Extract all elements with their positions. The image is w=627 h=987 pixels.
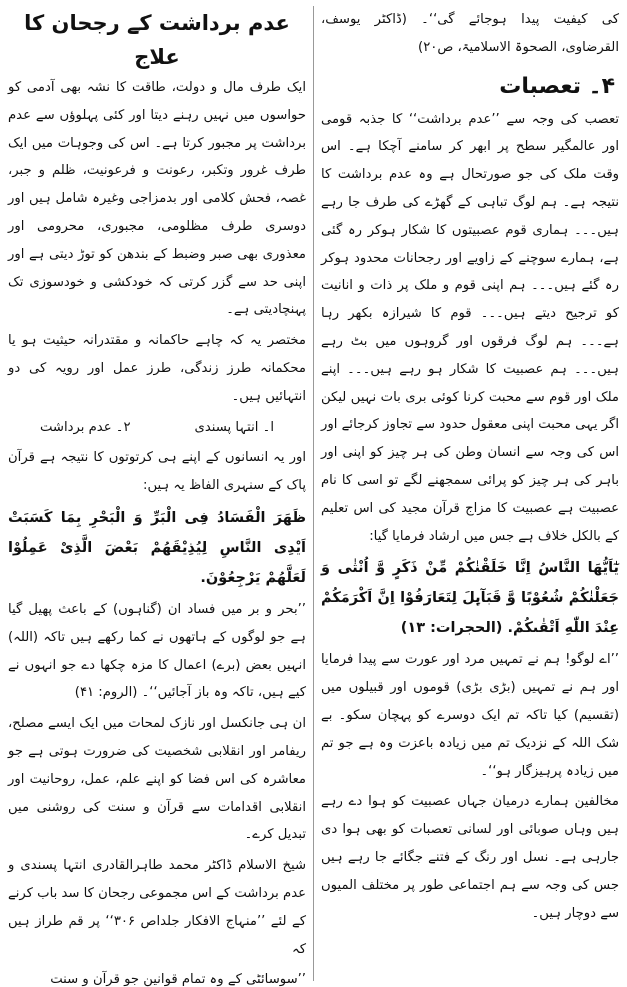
body-paragraph: ان ہی جانکسل اور نازک لمحات میں ایک ایسے مصلح، ریفامر اور انقلابی شخصیت کی ضرورت ہوتی ہے جو معاشرہ کی اس فضا کو اپنے علم، عمل، روحانیت اور انقلابی اقدامات سے قرآن و سنت کی روشنی میں تبدیل کرے۔ xyxy=(8,716,306,843)
verse-translation: ’’بحر و بر میں فساد ان (گناہوں) کے باعث پھیل گیا ہے جو لوگوں کے ہاتھوں نے کما رکھے ہیں تاکہ (اللہ) انہیں بعض (برے) اعمال کا مزہ چکھا دے جو انہوں نے کیے ہیں، تاکہ وہ باز آجائیں‘‘۔ (الروم: ۴۱) xyxy=(8,601,306,701)
intro-paragraph: کی کیفیت پیدا ہوجائے گی‘‘۔ (ڈاکٹر یوسف، القرضاوی، الصحوۃ الاسلامیۃ، ص۲۰) xyxy=(321,12,619,55)
quran-verse-text: یٰٓاَیُّهَا النَّاسُ اِنَّا خَلَقْنٰكُمْ مِّنْ ذَكَرٍ وَّ اُنْثٰى وَ جَعَلْنٰكُمْ شُعُوْبًا وَّ قَبَآىِٕلَ لِتَعَارَفُوْا اِنَّ اَكْرَمَكُمْ عِنْدَ اللّٰهِ اَتْقٰىكُمْ. xyxy=(321,560,619,637)
quran-verse: ظَهَرَ الْفَسَادُ فِی الْبَرِّ وَ الْبَحْرِ بِمَا كَسَبَتْ اَیْدِی النَّاسِ لِیُذِیْقَهُمْ بَعْضَ الَّذِیْ عَمِلُوْا لَعَلَّهُمْ یَرْجِعُوْنَ. xyxy=(8,509,306,586)
verse-translation: ’’اے لوگو! ہم نے تمہیں مرد اور عورت سے پیدا فرمایا اور ہم نے تمہیں (بڑی بڑی) قوموں اور قبیلوں میں (تقسیم) کیا تاکہ تم ایک دوسرے کو پہچان سکو۔ بے شک اللہ کے نزدیک تم میں زیادہ باعزت وہ ہے جو تم میں زیادہ پرہیزگار ہو‘‘۔ xyxy=(321,652,619,779)
extremes-list xyxy=(8,414,306,442)
list-item: ۲۔ عدم برداشت xyxy=(39,419,131,435)
body-paragraph: مختصر یہ کہ چاہے حاکمانہ و مقتدرانہ حیثیت ہو یا محکمانہ طرز زندگی، طرز عمل اور رویہ کی دو انتہائیں ہیں۔ xyxy=(8,333,306,404)
list-item: ا۔ انتہا پسندی xyxy=(194,419,275,435)
quote-paragraph: ’’سوسائٹی کے وہ تمام قوانین جو قرآن و سنت xyxy=(50,972,306,987)
right-column xyxy=(317,0,627,987)
body-paragraph: اور یہ انسانوں کے اپنے ہی کرتوتوں کا نتیجہ ہے قرآن پاک کے سنہری الفاظ یہ ہیں: xyxy=(8,450,306,494)
left-column xyxy=(0,0,310,987)
verse-reference: (الحجرات: ۱۳) xyxy=(400,620,503,637)
article-heading: عدم برداشت کے رجحان کا علاج xyxy=(24,11,290,69)
body-paragraph: تعصب کی وجہ سے ’’عدم برداشت‘‘ کا جذبہ قومی اور عالمگیر سطح پر ابھر کر سامنے آچکا ہے۔ اس وقت ملک کی جو صورتحال ہے وہ عدم برداشت کا نتیجہ ہے۔ ہم لوگ تباہی کے گھڑے کی طرف جا رہے ہیں۔۔۔ ہماری قوم عصبیتوں کا شکار ہوکر رہ گئی ہے، ہمارے سوچنے کے زاویے اور رجحانات محدود ہوکر رہ گئے ہیں۔۔۔ ہم اپنی قوم و ملک پر ذات و انانیت کو ترجیح دیتے ہیں۔۔۔ قوم کا شیرازہ بکھر رہا ہے۔۔۔ ہم لوگ فرقوں اور گروہوں میں بٹ رہے ہیں۔۔۔ ہم عصبیت کا شکار ہو رہے ہیں۔۔۔ اپنے ملک اور قوم سے محبت کرنا کوئی بری بات نہیں لیکن اگر یہی محبت اپنی معقول حدود سے تجاوز کرجائے اور اس کی وجہ سے انسان وطن کی ہر چیز کو اپنی اور باہر کی ہر چیز کو پرائی سمجھنے لگے تو اسی کا نام عصبیت ہے عصبیت کا مزاج قرآن مجید کی اس تعلیم کے بالکل خلاف ہے جس میں ارشاد فرمایا گیا: xyxy=(321,111,619,544)
section-heading: ۴۔ تعصبات xyxy=(499,73,615,99)
body-paragraph: مخالفین ہمارے درمیان جہاں عصبیت کو ہوا دے رہے ہیں وہاں صوبائی اور لسانی تعصبات کو بھی ہوا دی جارہی ہے۔ نسل اور رنگ کے فتنے جگائے جا رہے ہیں جس کی وجہ سے ہم اجتماعی طور پر مختلف المیوں سے دوچار ہیں۔ xyxy=(321,794,619,921)
body-paragraph: شیخ الاسلام ڈاکٹر محمد طاہرالقادری انتہا پسندی و عدم برداشت کے اس مجموعی رجحان کا سد باب کرنے کے لئے ’’منہاج الافکار جلداص ۳۰۶‘‘ پر قم طراز ہیں کہ xyxy=(8,858,306,957)
body-paragraph: ایک طرف مال و دولت، طاقت کا نشہ بھی آدمی کو حواسوں میں نہیں رہنے دیتا اور کئی پہلوؤں سے عدم برداشت پر مجبور کرتا ہے۔ اس کی وجوہات میں ایک طرف غرور وتکبر، رعونت و فرعونیت، ظلم و جبر، غصہ، فحش کلامی اور بدمزاجی وغیرہ شامل ہیں اور دوسری طرف مظلومی، مجبوری، محرومی اور معذوری بھی صبر وضبط کے بندھن کو توڑ دیتی ہے اور اپنی حد سے گزر کرتی کہ خودکشی و خودسوزی تک پہنچادیتی ہے۔ xyxy=(8,80,306,318)
quran-verse xyxy=(321,553,619,643)
column-divider xyxy=(313,6,314,981)
